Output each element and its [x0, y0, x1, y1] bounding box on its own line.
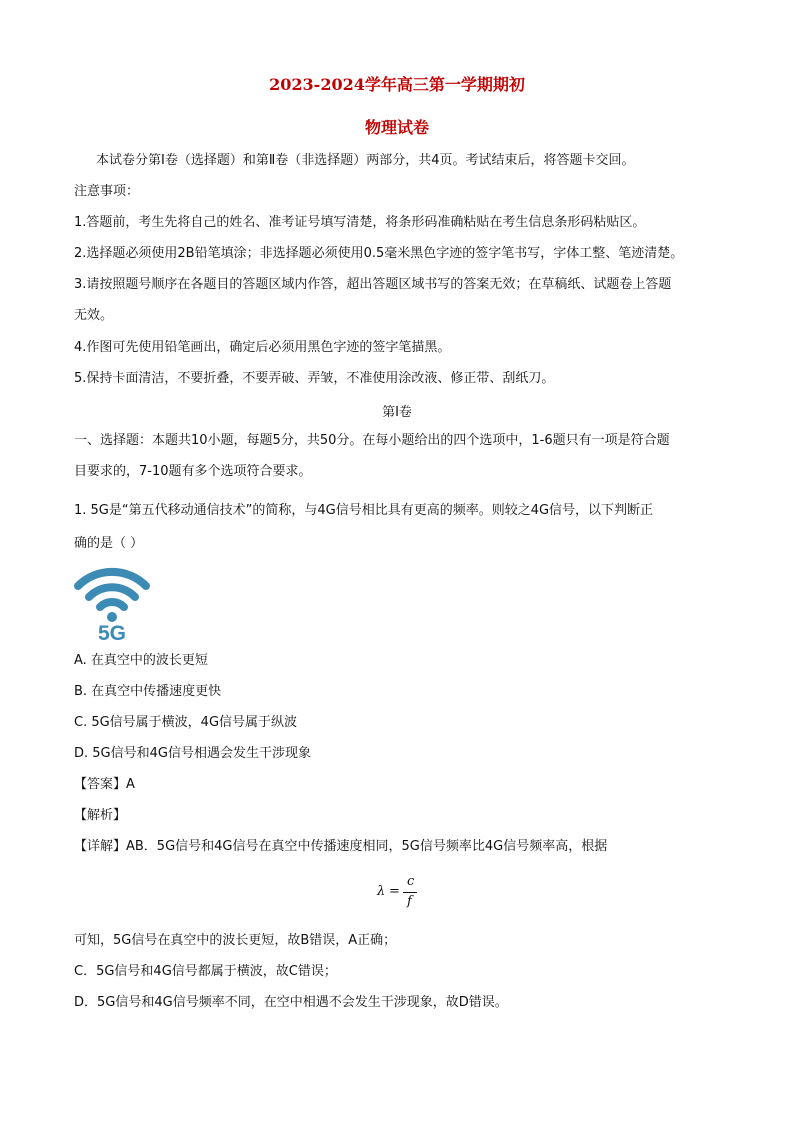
formula-denominator: f [407, 894, 412, 909]
explanation-line: D．5G信号和4G信号频率不同，在空中相遇不会发生干涉现象，故D错误。 [74, 995, 508, 1010]
note-line: 1.答题前，考生先将自己的姓名、准考证号填写清楚，将条形码准确粘贴在考生信息条形码粘贴区。 [74, 215, 646, 230]
detail-text: 【详解】AB．5G信号和4G信号在真空中传播速度相同，5G信号频率比4G信号频率高，根据 [74, 839, 608, 854]
note-line: 5.保持卡面清洁，不要折叠，不要弄破、弄皱，不准使用涂改液、修正带、刮纸刀。 [74, 371, 555, 386]
option-b: B. 在真空中传播速度更快 [74, 684, 222, 699]
note-line: 3.请按照题号顺序在各题目的答题区域内作答，超出答题区域书写的答案无效；在草稿纸、试题卷上答题 [74, 277, 672, 292]
analysis-label: 【解析】 [74, 808, 127, 823]
wavelength-formula [377, 874, 437, 914]
explanation-line: 可知，5G信号在真空中的波长更短，故B错误，A正确； [74, 933, 397, 948]
note-line: 2.选择题必须使用2B铅笔填涂；非选择题必须使用0.5毫米黑色字迹的签字笔书写，字体工整、笔迹清楚。 [74, 246, 684, 261]
option-c: C. 5G信号属于横波，4G信号属于纵波 [74, 715, 298, 730]
note-line: 4.作图可先使用铅笔画出，确定后必须用黑色字迹的签字笔描黑。 [74, 340, 451, 355]
part-title: 第Ⅰ卷 [382, 405, 412, 420]
formula-lambda: λ [377, 884, 386, 899]
answer-label: 【答案】A [74, 777, 135, 792]
option-d: D. 5G信号和4G信号相遇会发生干涉现象 [74, 746, 311, 761]
formula-numerator: c [407, 874, 415, 889]
exam-subtitle: 物理试卷 [364, 118, 429, 137]
explanation-line: C．5G信号和4G信号都属于横波，故C错误； [74, 964, 337, 979]
intro-text: 本试卷分第Ⅰ卷（选择题）和第Ⅱ卷（非选择题）两部分，共4页。考试结束后，将答题卡交回。 [96, 153, 635, 168]
exam-title: 2023-2024学年高三第一学期期初 [269, 75, 525, 94]
note-line: 无效。 [74, 308, 114, 323]
question-stem: 确的是（ ） [74, 536, 144, 551]
section-instructions: 一、选择题：本题共10小题，每题5分，共50分。在每小题给出的四个选项中，1-6题只有一项是符合题 [74, 433, 670, 448]
icon-5g-label: 5G [97, 622, 127, 642]
notes-heading: 注意事项： [74, 184, 140, 199]
option-a: A. 在真空中的波长更短 [74, 653, 208, 668]
formula-equals: = [389, 884, 400, 899]
section-instructions: 目要求的，7-10题有多个选项符合要求。 [74, 464, 312, 479]
5g-wifi-icon [74, 560, 150, 642]
question-stem: 1. 5G是“第五代移动通信技术”的简称，与4G信号相比具有更高的频率。则较之4G信号，以下判断正 [74, 503, 654, 518]
fraction-bar [403, 892, 417, 893]
